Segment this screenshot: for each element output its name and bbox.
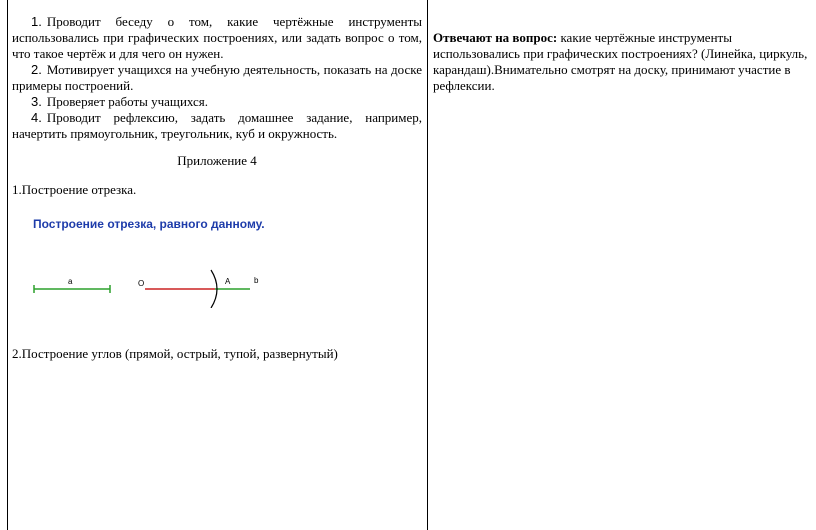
section-heading-angles: 2.Построение углов (прямой, острый, тупой, развернутый) xyxy=(12,346,338,361)
label-a: a xyxy=(68,277,73,286)
student-actions-column xyxy=(433,30,816,94)
list-item: 2. Мотивирует учащихся на учебную деятельность, показать на доске примеры построений. xyxy=(12,62,422,93)
label-b: b xyxy=(254,276,259,285)
list-item: 4. Проводит рефлексию, задать домашнее задание, например, начертить прямоугольник, треугольник, куб и окружность. xyxy=(12,110,422,141)
section-heading-segment: 1.Построение отрезка. xyxy=(12,182,137,197)
label-o: O xyxy=(138,279,145,288)
list-item: 1. Проводит беседу о том, какие чертёжные инструменты использовались при графических построениях, или задать вопрос о том, что такое чертёж и для чего он нужен. xyxy=(12,14,422,61)
segment-construction-diagram xyxy=(28,268,268,308)
slide-title: Построение отрезка, равного данному. xyxy=(33,217,265,231)
list-item: 3. Проверяет работы учащихся. xyxy=(31,94,209,109)
answer-lead: Отвечают на вопрос: xyxy=(433,30,558,45)
teacher-actions-column xyxy=(12,14,422,142)
column-divider xyxy=(427,0,428,530)
label-A: A xyxy=(225,277,231,286)
answer-text: какие чертёжные инструменты использовались при графических построениях? (Линейка, циркуль, карандаш).Внимательно смотрят на доску, принимают участие в рефлексии. xyxy=(433,30,808,93)
appendix-title: Приложение 4 xyxy=(177,153,257,168)
segment-a xyxy=(34,285,110,293)
